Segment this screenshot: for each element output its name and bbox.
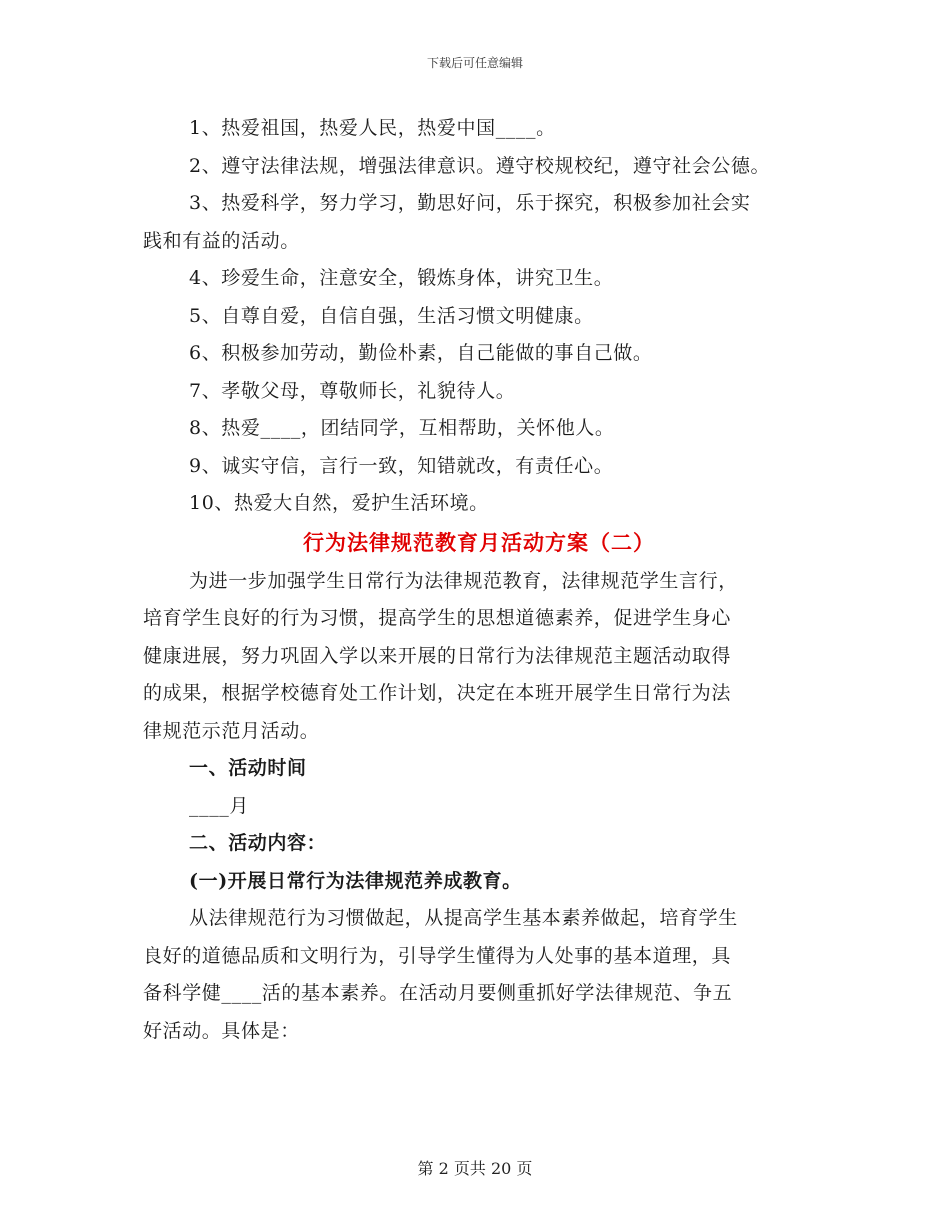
content-paragraph-line: 备科学健____活的基本素养。在活动月要侧重抓好学法律规范、争五 — [143, 982, 733, 1004]
heading-activity-content: 二、活动内容： — [189, 832, 327, 854]
list-item: 4、珍爱生命，注意安全，锻炼身体，讲究卫生。 — [189, 267, 614, 289]
intro-paragraph-line: 健康进展，努力巩固入学以来开展的日常行为法律规范主题活动取得 — [143, 644, 732, 667]
list-item: 8、热爱____，团结同学，互相帮助，关怀他人。 — [189, 417, 615, 439]
intro-paragraph-line: 培育学生良好的行为习惯，提高学生的思想道德素养，促进学生身心 — [143, 607, 732, 629]
header-note: 下载后可任意编辑 — [426, 56, 523, 70]
document-body — [143, 110, 815, 1050]
list-item: 7、孝敬父母，尊敬师长，礼貌待人。 — [189, 379, 516, 402]
list-item: 5、自尊自爱，自信自强，生活习惯文明健康。 — [189, 304, 594, 327]
list-item-continuation: 践和有益的活动。 — [143, 229, 300, 252]
intro-paragraph-line: 的成果，根据学校德育处工作计划，决定在本班开展学生日常行为法 — [143, 682, 732, 704]
intro-paragraph-line: 为进一步加强学生日常行为法律规范教育，法律规范学生言行， — [189, 569, 738, 592]
list-item: 1、热爱祖国，热爱人民，热爱中国____。 — [189, 117, 556, 139]
list-item: 6、积极参加劳动，勤俭朴素，自己能做的事自己做。 — [189, 342, 653, 364]
heading-activity-time: 一、活动时间 — [189, 757, 307, 779]
list-item: 9、诚实守信，言行一致，知错就改，有责任心。 — [189, 454, 614, 477]
list-item: 2、遵守法律法规，增强法律意识。遵守校规校纪，遵守社会公德。 — [189, 154, 771, 177]
list-item: 3、热爱科学，努力学习，勤思好问，乐于探究，积极参加社会实 — [189, 192, 751, 214]
section-title: 行为法律规范教育月活动方案（二） — [303, 529, 655, 555]
list-item: 10、热爱大自然，爱护生活环境。 — [189, 492, 489, 514]
activity-time-value: ____月 — [189, 794, 250, 817]
content-paragraph-line: 好活动。具体是： — [143, 1019, 300, 1042]
page-number: 第 2 页共 20 页 — [417, 1159, 533, 1178]
subheading-habit-education: (一)开展日常行为法律规范养成教育。 — [189, 869, 522, 892]
intro-paragraph-line: 律规范示范月活动。 — [143, 719, 320, 742]
content-paragraph-line: 从法律规范行为习惯做起，从提高学生基本素养做起，培育学生 — [189, 907, 738, 929]
content-paragraph-line: 良好的道德品质和文明行为，引导学生懂得为人处事的基本道理，具 — [143, 944, 732, 967]
